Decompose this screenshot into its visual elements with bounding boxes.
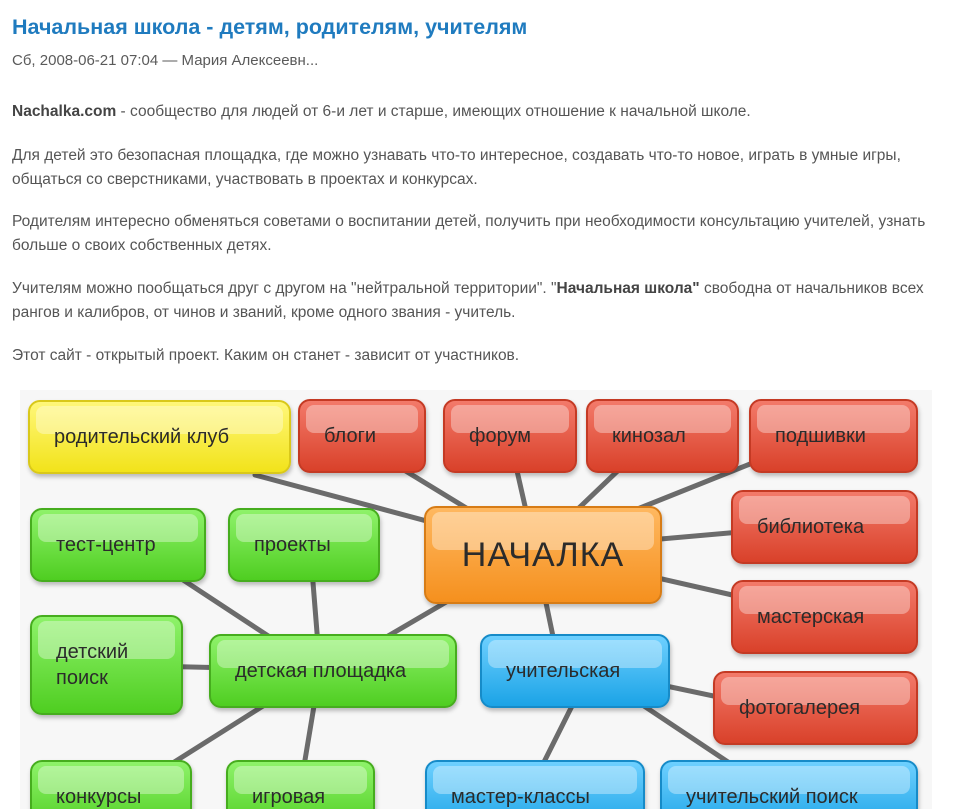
paragraph-teachers — [12, 277, 952, 325]
node-kids-search-label-2: поиск — [56, 667, 108, 689]
node-archive[interactable] — [749, 399, 918, 473]
node-gallery-label: фотогалерея — [739, 697, 861, 719]
node-playground-label: детская площадка — [235, 660, 407, 682]
article-meta: Сб, 2008-06-21 07:04 — Мария Алексеевн... — [12, 52, 319, 69]
site-name: Nachalka.com — [12, 103, 117, 120]
node-parents-club-label: родительский клуб — [54, 426, 230, 448]
node-blogs-label: блоги — [324, 425, 377, 447]
node-parents-club[interactable] — [28, 400, 291, 474]
node-projects-label: проекты — [254, 534, 331, 556]
node-workshop-label: мастерская — [757, 606, 865, 628]
paragraph-kids: Для детей это безопасная площадка, где можно узнавать что-то интересное, создавать что-то новое, играть в умные игры, общаться со сверстниками, участвовать в проектах и конкурсах. — [12, 147, 901, 188]
node-center-label: НАЧАЛКА — [461, 536, 625, 574]
intro-text: - сообщество для людей от 6-и лет и старше, имеющих отношение к начальной школе. — [116, 103, 751, 120]
node-blogs[interactable] — [298, 399, 426, 473]
teachers-text-b: свободна от начальников всех рангов и калибров, от чинов и званий, кроме одного звания - учитель. — [12, 280, 924, 321]
node-forum-label: форум — [469, 425, 532, 447]
node-kids-search-label-1: детский — [56, 641, 129, 663]
node-workshop[interactable] — [731, 580, 918, 654]
node-contests-label: конкурсы — [56, 786, 142, 808]
node-cinema[interactable] — [586, 399, 739, 473]
node-library-label: библиотека — [757, 516, 865, 538]
node-test-center[interactable] — [30, 508, 206, 582]
node-archive-label: подшивки — [775, 425, 866, 447]
node-projects[interactable] — [228, 508, 380, 582]
article-title[interactable]: Начальная школа - детям, родителям, учителям — [12, 15, 528, 39]
node-kids-search[interactable] — [30, 615, 183, 715]
node-game-room[interactable] — [226, 760, 375, 809]
node-playground[interactable] — [209, 634, 457, 708]
node-teacher-search-label: учительский поиск — [686, 786, 858, 808]
node-center[interactable] — [424, 506, 662, 604]
paragraph-intro — [12, 100, 952, 124]
node-cinema-label: кинозал — [612, 425, 686, 447]
node-library[interactable] — [731, 490, 918, 564]
paragraph-project: Этот сайт - открытый проект. Каким он станет - зависит от участников. — [12, 347, 520, 364]
school-name: Начальная школа" — [556, 280, 700, 297]
node-game-room-label: игровая — [252, 786, 326, 808]
mindmap-image — [20, 390, 932, 809]
node-teachers-room[interactable] — [480, 634, 670, 708]
teachers-text-a: Учителям можно пообщаться друг с другом на "нейтральной территории". " — [12, 280, 557, 297]
node-test-center-label: тест-центр — [56, 534, 156, 556]
node-teachers-room-label: учительская — [506, 660, 621, 682]
node-teacher-search[interactable] — [660, 760, 918, 809]
node-master-classes-label: мастер-классы — [451, 786, 590, 808]
node-gallery[interactable] — [713, 671, 918, 745]
paragraph-parents: Родителям интересно обменяться советами о воспитании детей, получить при необходимости консультацию учителей, узнать больше о своих собственных детях. — [12, 213, 926, 254]
node-master-classes[interactable] — [425, 760, 645, 809]
node-forum[interactable] — [443, 399, 577, 473]
node-contests[interactable] — [30, 760, 192, 809]
